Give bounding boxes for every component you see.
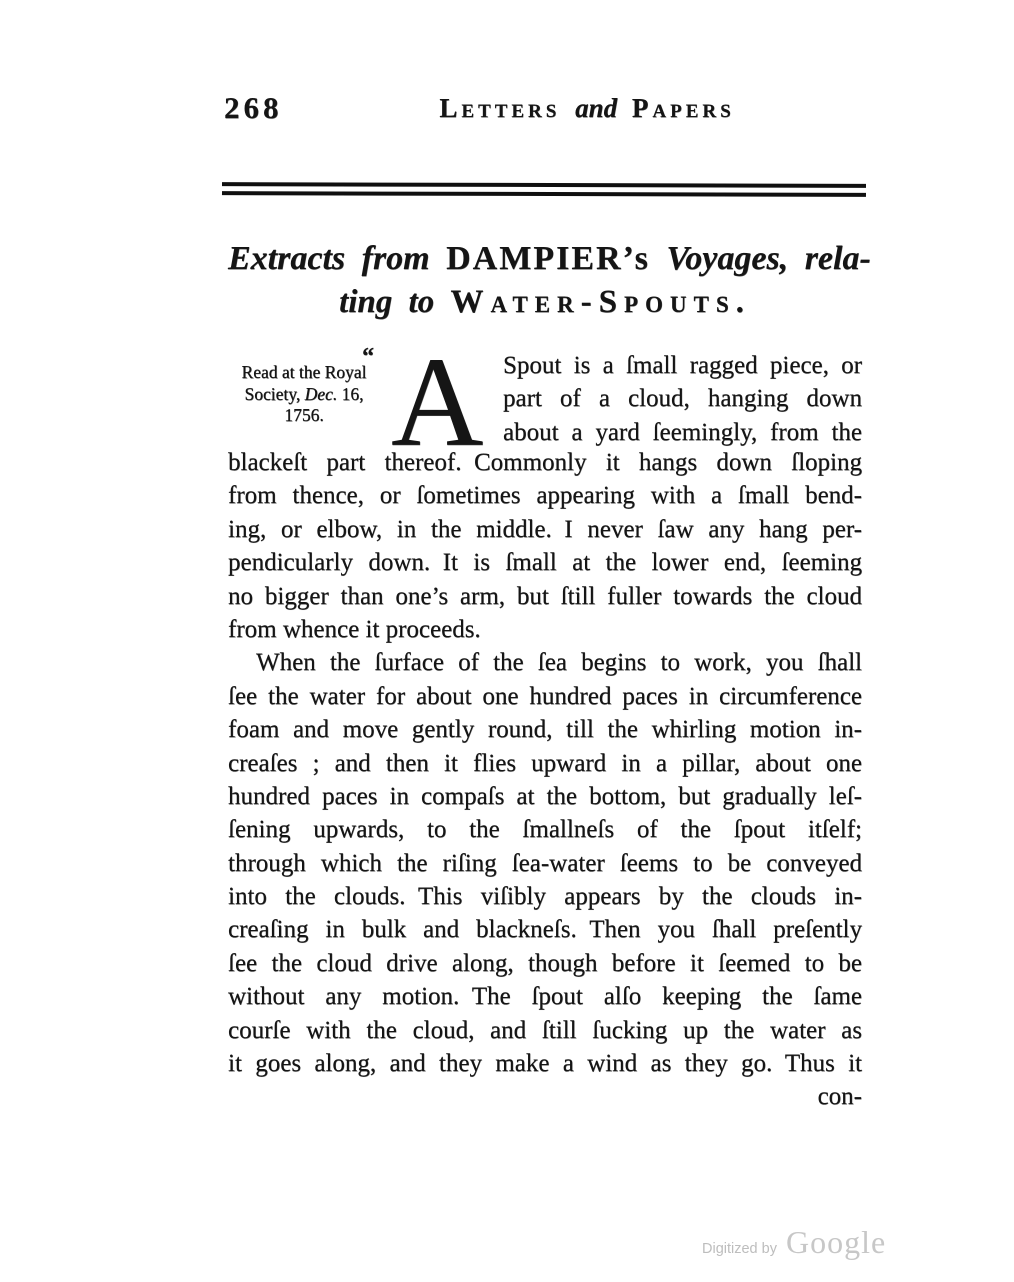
body-line: blackeſt part thereof. Commonly it hangs down ſloping <box>228 449 862 476</box>
title-rela: rela- <box>804 240 871 277</box>
title-ting-to: ting to <box>339 284 435 320</box>
margin-note-line1: Read at the Royal <box>241 362 367 382</box>
body-line: ſee the water for about one hundred paces in circumference <box>228 682 862 710</box>
body-line: Spout is a ſmall ragged piece, or <box>503 352 862 379</box>
body-line: hundred paces in compaſs at the bottom, but gradually leſ- <box>228 782 862 810</box>
running-head-and: and <box>575 93 618 123</box>
catchword: con- <box>817 1083 862 1110</box>
body-line: no bigger than one’s arm, but ſtill fuller towards the cloud <box>228 582 862 610</box>
body-line: without any motion. The ſpout alſo keeping the ſame <box>228 983 862 1011</box>
body-line: it goes along, and they make a wind as they go. Thus it <box>228 1050 862 1078</box>
body-line: creaſes ; and then it flies upward in a pillar, about one <box>228 749 862 777</box>
title-author: DAMPIER’s <box>446 240 650 277</box>
body-line: ſee the cloud drive along, though before it ſeemed to be <box>228 949 862 977</box>
margin-note-day: 16, <box>341 383 364 404</box>
margin-note-month: Dec. <box>304 383 338 404</box>
article-title-line2 <box>228 284 862 321</box>
title-subject: Water-Spouts. <box>450 284 751 320</box>
title-extracts-from: Extracts from <box>228 240 430 277</box>
drop-cap-letter: A <box>391 331 484 473</box>
body-text <box>228 446 862 1080</box>
double-rule-divider <box>222 182 866 197</box>
body-line: foam and move gently round, till the whirling motion in- <box>228 716 862 744</box>
body-line: pendicularly down. It is ſmall at the lower end, ſeeming <box>228 549 862 577</box>
body-line: courſe with the cloud, and ſtill ſucking up the water as <box>228 1016 862 1044</box>
opening-quote-mark: “ <box>362 344 374 370</box>
body-line: into the clouds. This viſibly appears by the clouds in- <box>228 883 862 911</box>
body-line: through which the riſing ſea-water ſeems to be conveyed <box>228 849 862 877</box>
page-number: 268 <box>224 90 283 125</box>
body-line: When the ſurface of the ſea begins to work, you ſhall <box>256 649 862 677</box>
google-logo: Google <box>785 1224 887 1260</box>
body-line: from whence it proceeds. <box>228 615 481 643</box>
body-line: ſening upwards, to the ſmallneſs of the ſpout itſelf; <box>228 816 862 844</box>
running-head-word2: Papers <box>631 93 735 123</box>
running-head-word1: Letters <box>439 93 561 123</box>
margin-note <box>222 362 386 427</box>
margin-note-line3: 1756. <box>284 405 324 425</box>
digitization-watermark <box>702 1224 886 1261</box>
body-line: creaſing in bulk and blackneſs. Then you ſhall preſently <box>228 916 862 944</box>
paragraph-1-dropcap-lines <box>503 349 862 449</box>
margin-note-society: Society, <box>244 383 301 404</box>
title-voyages: Voyages, <box>666 240 789 277</box>
body-line: ing, or elbow, in the middle. I never ſaw any hang per- <box>228 515 862 543</box>
margin-note-line2 <box>222 384 386 406</box>
body-line: about a yard ſeemingly, from the <box>503 418 862 446</box>
running-head <box>228 93 904 124</box>
watermark-prefix-label: Digitized by <box>702 1241 777 1257</box>
article-title-line1 <box>228 240 871 278</box>
body-line: part of a cloud, hanging down <box>503 385 862 413</box>
body-line: from thence, or ſometimes appearing with a ſmall bend- <box>228 482 862 510</box>
